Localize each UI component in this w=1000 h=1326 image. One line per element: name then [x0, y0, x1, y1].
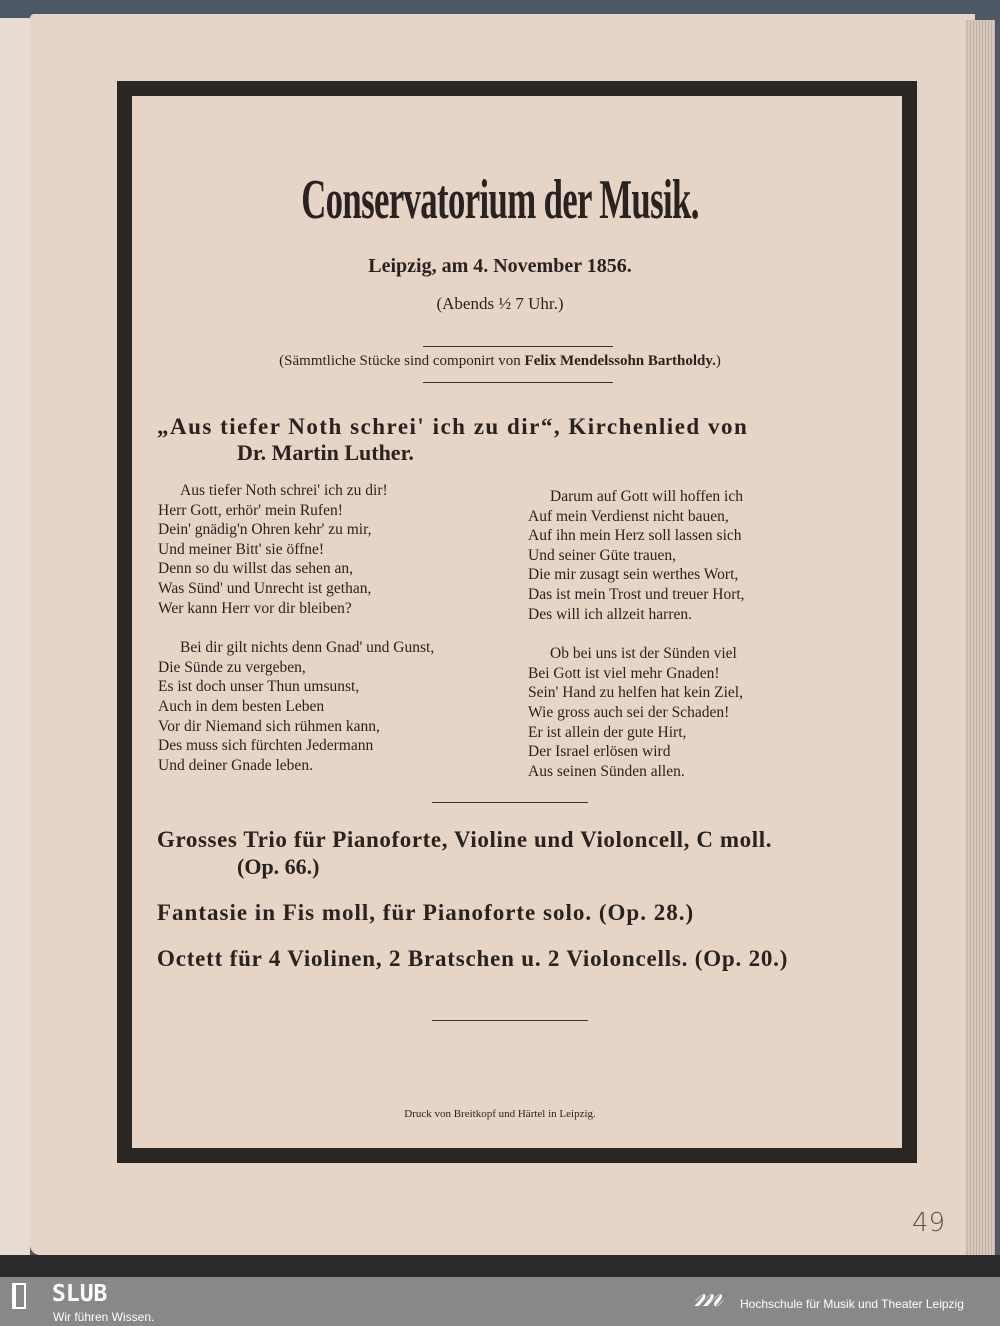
concert-date: Leipzig, am 4. November 1856.: [368, 255, 632, 277]
page-title: Conservatorium der Musik.: [301, 169, 699, 231]
hmt-logo-icon: 𝓂: [694, 1277, 723, 1314]
program-item-2: Grosses Trio für Pianoforte, Violine und Violoncell, C moll.: [157, 827, 773, 852]
concert-time: (Abends ½ 7 Uhr.): [436, 294, 564, 313]
divider: [423, 382, 613, 383]
hmt-name[interactable]: Hochschule für Musik und Theater Leipzig: [740, 1297, 964, 1311]
program-item-2-sub: (Op. 66.): [237, 854, 320, 879]
printer-credit: Druck von Breitkopf und Härtel in Leipzig.: [404, 1108, 596, 1120]
divider: [432, 802, 588, 803]
program-item-4: Octett für 4 Violinen, 2 Bratschen u. 2 Violoncells. (Op. 20.): [157, 946, 789, 971]
divider: [432, 1020, 588, 1021]
slub-book-icon: [12, 1283, 26, 1309]
divider: [423, 346, 613, 347]
footer-bar: [0, 1277, 1000, 1326]
left-page-edge: [0, 18, 30, 1288]
program-item-3: Fantasie in Fis moll, für Pianoforte solo. (Op. 28.): [157, 900, 695, 925]
page-edges: [965, 20, 995, 1255]
program-item-1-sub: Dr. Martin Luther.: [237, 440, 414, 465]
composer-name: Felix Mendelssohn Bartholdy.: [524, 353, 716, 369]
lyrics-right-column: Darum auf Gott will hoffen ich Auf mein Verdienst nicht bauen, Auf ihn mein Herz soll lassen sich Und seiner Güte trauen, Die mir zusagt sein werthes Wort, Das ist mein Trost und treuer Hort, Des will ich allzeit harren. Ob bei uns ist der Sünden viel Bei Gott ist viel mehr Gnaden! Sein' Hand zu helfen hat kein Ziel, Wie gross auch sei der Schaden! Er ist allein der gute Hirt, Der Israel erlösen wird Aus seinen Sünden allen.: [528, 488, 745, 780]
slub-logo[interactable]: SLUB: [52, 1281, 108, 1307]
lyrics-left-column: Aus tiefer Noth schrei' ich zu dir! Herr Gott, erhör' mein Rufen! Dein' gnädig'n Ohren kehr' zu mir, Und meiner Bitt' sie öffne! Denn so du willst das sehen an, Was Sünd' und Unrecht ist gethan, Wer kann Herr vor dir bleiben? Bei dir gilt nichts denn Gnad' und Gunst, Die Sünde zu vergeben, Es ist doch unser Thun umsunst, Auch in dem besten Leben Vor dir Niemand sich rühmen kann, Des muss sich fürchten Jedermann Und deiner Gnade leben.: [158, 482, 435, 774]
composer-note: (Sämmtliche Stücke sind componirt von Felix Mendelssohn Bartholdy.): [279, 353, 721, 369]
slub-tagline: Wir führen Wissen.: [53, 1310, 155, 1324]
handwritten-page-number: 49: [912, 1208, 946, 1238]
program-item-1: „Aus tiefer Noth schrei' ich zu dir“, Kirchenlied von: [157, 414, 749, 439]
scan-background: [0, 1255, 1000, 1277]
